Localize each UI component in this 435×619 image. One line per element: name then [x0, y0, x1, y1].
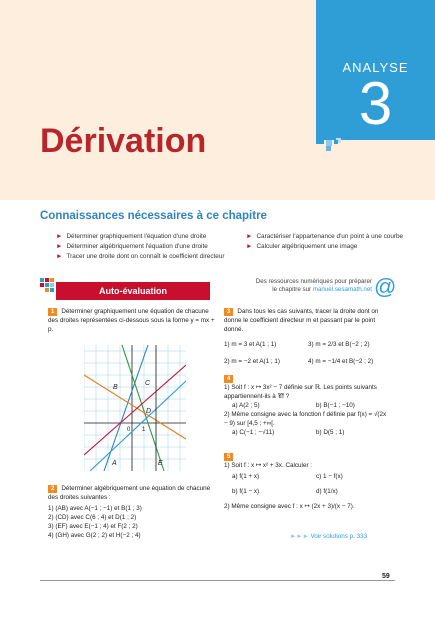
exercise-1: 1 Déterminer graphiquement une équation de chacune des droites représentées ci-dessous sous la forme y = mx + p. — [48, 308, 215, 333]
prereq-item: ► Caractériser l'appartenance d'un point à une courbe — [246, 233, 404, 240]
exercise-number: 3 — [224, 308, 233, 316]
chapter-number: 3 — [358, 70, 393, 137]
auto-evaluation-bar: Auto-évaluation — [56, 282, 210, 300]
graph-label: E — [158, 460, 163, 467]
exercise-number: 1 — [48, 308, 57, 316]
graph-label: 1 — [142, 427, 146, 433]
graph-label: C — [145, 380, 151, 387]
page-number: 59 — [382, 573, 390, 580]
see-solutions[interactable]: ►►► Voir solutions p. 333 — [290, 533, 368, 540]
exercise-number: 2 — [48, 485, 57, 493]
exercise-4: 4 1) Soit f : x ↦ 3x² − 7 définie sur ℝ. Les points suivants appartiennent-ils à 𝒞f ? a) A(2 ; 5) b) B(−1 ; −10) 2) Même consigne avec la fonction f définie par f(x) = √(2x − 9) sur [4,5 ; +∞[. a) C(−1 ; −√11) b) D(5 ; 1) — [224, 376, 387, 436]
exercise-5: 5 1) Soit f : x ↦ x² + 3x. Calculer : a) f(1 + x) c) 1 − f(x) b) f(1 − x) d) f(1/x) 2) Même consigne avec f : x ↦ (2x + 3)/(x − 7). — [224, 454, 355, 510]
prereq-item: ► Déterminer algébriquement l'équation d'une droite — [56, 243, 208, 250]
exercise-number: 4 — [224, 375, 233, 383]
chapter-title: Dérivation — [40, 122, 207, 160]
resources-link[interactable]: manuel.sesamath.net — [312, 286, 372, 293]
exercise-number: 5 — [224, 453, 233, 461]
exercise-3: 3 Dans tous les cas suivants, tracer la droite dont on donne le coefficient directeur m et passant par le point donné. 1) m = 3 et A(1 ; 1) 3) m = 2/3 et B(−2 ; 2) 2) m = −2 et A(1 ; 1) 4) m = −1/4 et B(−2 ; 2) — [224, 308, 379, 365]
decor-squares-2 — [326, 140, 356, 154]
page-divider — [40, 580, 395, 581]
prereq-item: ► Déterminer graphiquement l'équation d'une droite — [56, 233, 207, 240]
graph-label: A — [112, 460, 117, 467]
prereq-item: ► Tracer une droite dont on connaît le coefficient directeur — [56, 253, 225, 260]
prereq-heading: Connaissances nécessaires à ce chapitre — [40, 210, 267, 222]
at-icon: @ — [374, 274, 397, 299]
graph-label: 0 — [127, 427, 131, 433]
section-label: ANALYSE — [342, 60, 409, 75]
resources-note: Des ressources numériques pour préparer le chapitre sur manuel.sesamath.net — [255, 278, 372, 293]
prereq-item: ► Calculer algébriquement une image — [246, 243, 358, 250]
ex1-graph — [84, 345, 186, 471]
graph-label: D — [146, 408, 152, 415]
graph-label: B — [113, 384, 118, 391]
exercise-2: 2 Déterminer algébriquement une équation de chacune des droites suivantes : 1) (AB) avec A(−1 ; −1) et B(1 ; 3) 2) (CD) avec C(6 ; 4) et D(1 ; 2) 3) (EF) avec E(−1 ; 4) et F(2 ; 2) 4) (GH) avec G(2 ; 2) et H(−2 ; 4) — [48, 485, 211, 539]
